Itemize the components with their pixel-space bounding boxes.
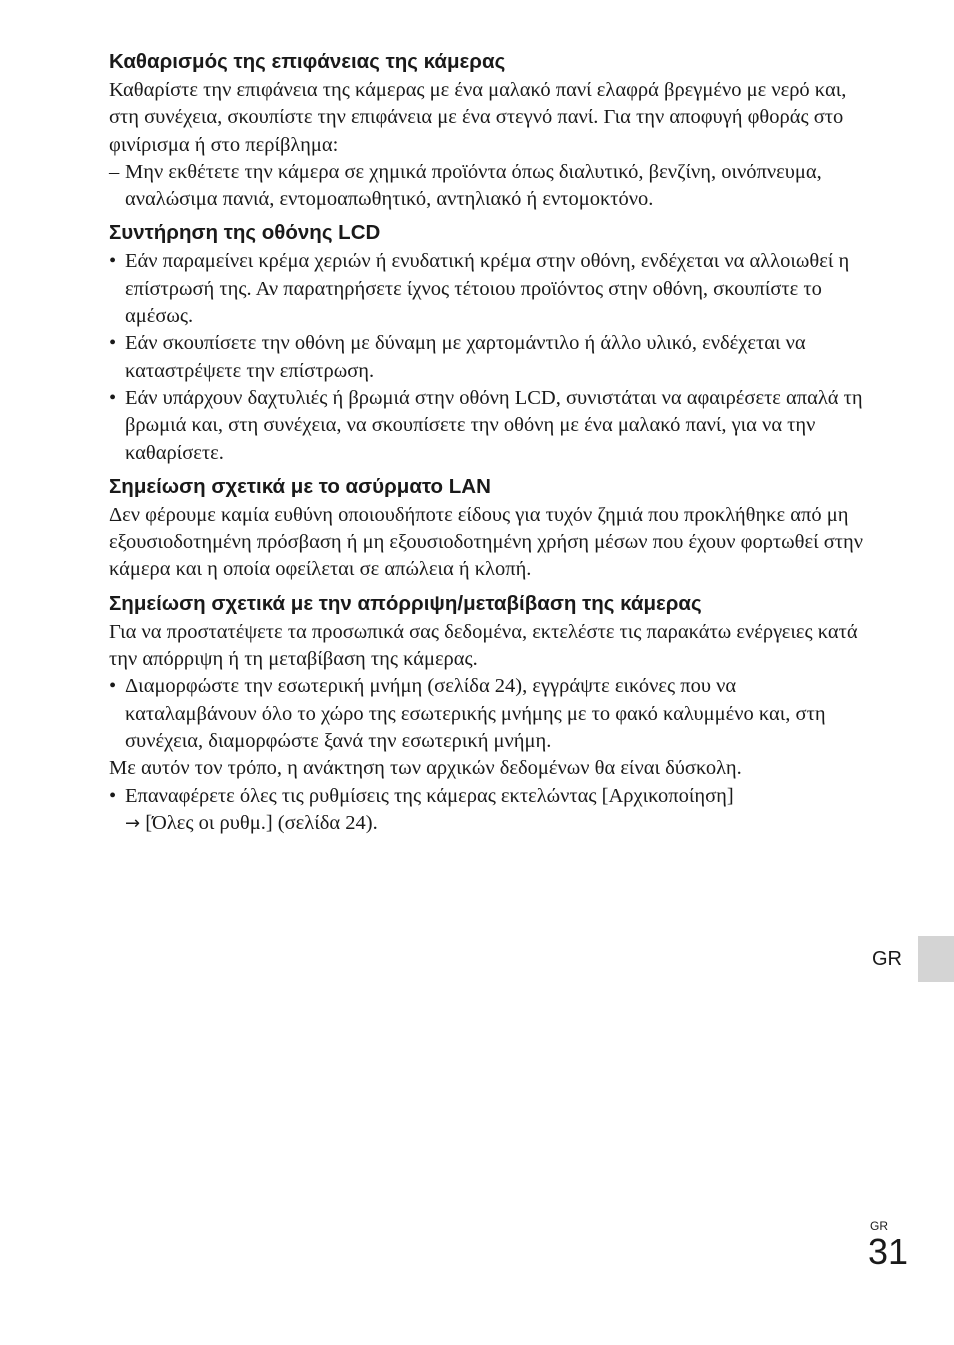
section-lcd-maintenance [109, 219, 869, 466]
dash-marker: – [109, 160, 120, 183]
list-item-text: Επαναφέρετε όλες τις ρυθμίσεις της κάμερας εκτελώντας [Αρχικοποίηση] [125, 784, 734, 807]
list-item [109, 783, 869, 838]
bullet-marker: • [109, 332, 117, 355]
section-heading: Σημείωση σχετικά με το ασύρματο LAN [109, 474, 491, 498]
list-item-text: Διαμορφώστε την εσωτερική μνήμη (σελίδα 24), εγγράψτε εικόνες που να καταλαμβάνουν όλο το χώρο της εσωτερικής μνήμης με το φακό καλυμμένο και, στη συνέχεια, διαμορφώστε ξανά την εσωτερική μνήμη. [125, 675, 826, 752]
list-item-text: Εάν παραμείνει κρέμα χεριών ή ενυδατική κρέμα στην οθόνη, ενδέχεται να αλλοιωθεί η επίστρωσή της. Αν παρατηρήσετε ίχνος τέτοιου προϊόντος στην οθόνη, σκουπίστε το αμέσως. [125, 250, 850, 328]
language-tab-label: GR [872, 948, 902, 970]
bullet-list [109, 248, 869, 466]
bullet-marker: • [109, 784, 117, 807]
paragraph: Δεν φέρουμε καμία ευθύνη οποιουδήποτε είδους για τυχόν ζημιά που προκλήθηκε από μη εξουσιοδοτημένη πρόσβαση ή μη εξουσιοδοτημένη χρήση μέσων που έχουν φορτωθεί στην κάμερα και η οποία οφείλεται σε απώλεια ή κλοπή. [109, 503, 863, 581]
list-item-text: Εάν υπάρχουν δαχτυλιές ή βρωμιά στην οθόνη LCD, συνιστάται να αφαιρέσετε απαλά τη βρωμιά και, στη συνέχεια, να σκουπίσετε την οθόνη με ένα μαλακό πανί, για να την καθαρίσετε. [125, 386, 863, 464]
list-item [109, 673, 869, 755]
bullet-marker: • [109, 386, 117, 409]
list-item [109, 385, 869, 467]
paragraph: Καθαρίστε την επιφάνεια της κάμερας με ένα μαλακό πανί ελαφρά βρεγμένο με νερό και, στη συνέχεια, σκουπίστε την επιφάνεια με ένα στεγνό πανί. Για την αποφυγή φθοράς στο φινίρισμα ή στο περίβλημα: [109, 79, 847, 156]
language-side-tab [866, 936, 954, 982]
dash-list [109, 159, 869, 214]
paragraph: Για να προστατέψετε τα προσωπικά σας δεδομένα, εκτελέστε τις παρακάτω ενέργειες κατά την απόρριψη ή τη μεταβίβαση της κάμερας. [109, 620, 858, 671]
bullet-list [109, 783, 869, 838]
list-item [109, 159, 869, 214]
section-disposal-transfer-note [109, 590, 869, 837]
page-number: 31 [868, 1231, 909, 1272]
language-tab-bar [918, 936, 954, 982]
section-camera-surface-cleaning [109, 48, 869, 213]
section-heading: Συντήρηση της οθόνης LCD [109, 221, 381, 245]
list-item-text: Εάν σκουπίσετε την οθόνη με δύναμη με χαρτομάντιλο ή άλλο υλικό, ενδέχεται να καταστρέψετε την επίστρωση. [125, 332, 806, 382]
section-wireless-lan-note [109, 473, 869, 584]
page-language-code: GR [870, 1219, 888, 1233]
note-text: Με αυτόν τον τρόπο, η ανάκτηση των αρχικών δεδομένων θα είναι δύσκολη. [109, 757, 742, 780]
page-content [109, 48, 869, 837]
arrow-right-icon: → [125, 812, 141, 834]
bullet-list [109, 673, 869, 755]
list-item-text: [Όλες οι ρυθμ.] (σελίδα 24). [140, 811, 378, 834]
section-heading: Καθαρισμός της επιφάνειας της κάμερας [109, 50, 506, 73]
list-item-text: Μην εκθέτετε την κάμερα σε χημικά προϊόντα όπως διαλυτικό, βενζίνη, οινόπνευμα, αναλώσιμα πανιά, εντομοαπωθητικό, αντηλιακό ή εντομοκτόνο. [125, 160, 822, 211]
list-item [109, 330, 869, 385]
section-heading: Σημείωση σχετικά με την απόρριψη/μεταβίβαση της κάμερας [109, 591, 702, 615]
list-item [109, 248, 869, 330]
bullet-marker: • [109, 250, 117, 273]
bullet-marker: • [109, 675, 117, 698]
